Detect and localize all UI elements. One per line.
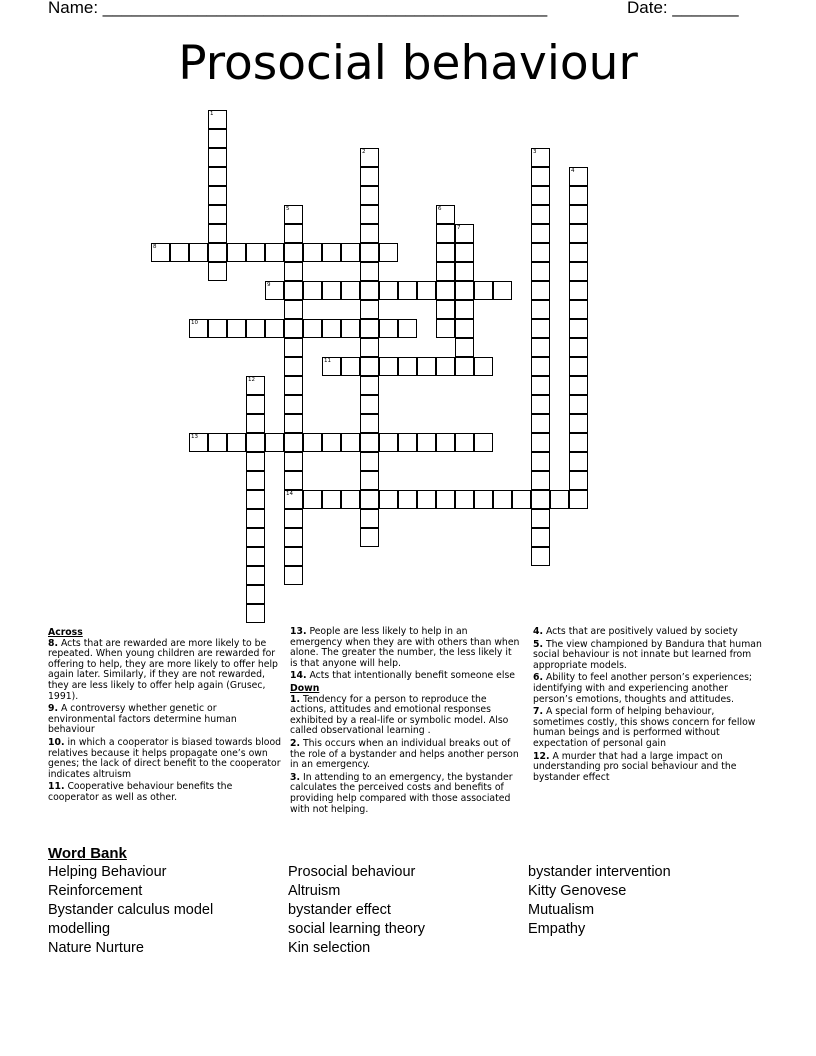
- crossword-cell[interactable]: [379, 357, 398, 376]
- crossword-cell[interactable]: [417, 357, 436, 376]
- crossword-cell[interactable]: [360, 148, 379, 167]
- crossword-cell[interactable]: [360, 452, 379, 471]
- crossword-cell[interactable]: [360, 205, 379, 224]
- word-bank-column-2: [288, 863, 425, 958]
- crossword-cell[interactable]: [341, 433, 360, 452]
- crossword-cell[interactable]: [284, 300, 303, 319]
- cell-number: 3: [533, 149, 537, 155]
- clues-column-2: [290, 627, 520, 817]
- crossword-cell[interactable]: [531, 490, 550, 509]
- crossword-cell[interactable]: [284, 224, 303, 243]
- clue-text: A special form of helping behaviour, sometimes costly, this shows concern for fellow human beings and is performed without expectation of personal gain: [533, 706, 756, 749]
- crossword-cell[interactable]: [322, 433, 341, 452]
- crossword-cell[interactable]: [398, 357, 417, 376]
- crossword-cell[interactable]: [208, 262, 227, 281]
- crossword-cell[interactable]: [531, 281, 550, 300]
- crossword-cell[interactable]: [303, 243, 322, 262]
- crossword-cell[interactable]: [246, 528, 265, 547]
- crossword-cell[interactable]: [360, 319, 379, 338]
- crossword-cell[interactable]: [531, 262, 550, 281]
- crossword-cell[interactable]: [436, 243, 455, 262]
- crossword-cell[interactable]: [398, 433, 417, 452]
- clue-item: [290, 739, 520, 771]
- crossword-cell[interactable]: [436, 357, 455, 376]
- cell-number: 9: [267, 282, 271, 288]
- crossword-cell[interactable]: [246, 452, 265, 471]
- clue-text: Acts that are positively valued by society: [543, 626, 738, 637]
- cell-number: 2: [362, 149, 366, 155]
- crossword-cell[interactable]: [569, 395, 588, 414]
- crossword-cell[interactable]: [360, 433, 379, 452]
- crossword-cell[interactable]: [550, 490, 569, 509]
- crossword-cell[interactable]: [531, 205, 550, 224]
- crossword-cell[interactable]: [531, 243, 550, 262]
- crossword-cell[interactable]: [227, 243, 246, 262]
- clue-text: A controversy whether genetic or environmental factors determine human behaviour: [48, 703, 237, 736]
- word-bank-item: Empathy: [528, 921, 586, 937]
- cell-number: 6: [438, 206, 442, 212]
- clue-number: 14.: [290, 670, 307, 682]
- crossword-cell[interactable]: [208, 433, 227, 452]
- crossword-cell[interactable]: [455, 433, 474, 452]
- crossword-cell[interactable]: [455, 490, 474, 509]
- crossword-cell[interactable]: [170, 243, 189, 262]
- crossword-cell[interactable]: [455, 281, 474, 300]
- word-bank-item: Nature Nurture: [48, 940, 144, 956]
- crossword-cell[interactable]: [341, 490, 360, 509]
- crossword-cell[interactable]: [189, 243, 208, 262]
- crossword-cell[interactable]: [474, 281, 493, 300]
- page-title: Prosocial behaviour: [178, 36, 638, 91]
- crossword-cell[interactable]: [531, 547, 550, 566]
- crossword-cell[interactable]: [341, 319, 360, 338]
- crossword-cell[interactable]: [284, 319, 303, 338]
- clue-item: [48, 738, 282, 780]
- crossword-cell[interactable]: [493, 490, 512, 509]
- crossword-cell[interactable]: [208, 224, 227, 243]
- clue-text: People are less likely to help in an emergency when they are with others than when alone. The greater the number, the less likely it is that anyone will help.: [290, 626, 520, 669]
- word-bank-title: Word Bank: [48, 845, 127, 862]
- clue-text: A murder that had a large impact on understanding pro social behaviour and the bystander effect: [533, 750, 737, 783]
- crossword-cell[interactable]: [284, 243, 303, 262]
- crossword-cell[interactable]: [531, 471, 550, 490]
- word-bank-item: bystander intervention: [528, 864, 671, 880]
- word-bank-item: Kitty Genovese: [528, 883, 627, 899]
- crossword-cell[interactable]: [208, 148, 227, 167]
- clue-number: 4.: [533, 626, 544, 637]
- crossword-cell[interactable]: [246, 395, 265, 414]
- crossword-cell[interactable]: [341, 243, 360, 262]
- crossword-cell[interactable]: [569, 471, 588, 490]
- clue-item: [48, 782, 282, 803]
- crossword-cell[interactable]: [379, 281, 398, 300]
- word-bank-item: social learning theory: [288, 921, 426, 937]
- crossword-cell[interactable]: [569, 338, 588, 357]
- crossword-cell[interactable]: [531, 338, 550, 357]
- clue-text: Cooperative behaviour benefits the cooperator as well as other.: [48, 781, 233, 803]
- word-bank-item: Altruism: [288, 883, 341, 899]
- crossword-cell[interactable]: [379, 490, 398, 509]
- crossword-cell[interactable]: [569, 262, 588, 281]
- crossword-cell[interactable]: [531, 319, 550, 338]
- crossword-cell[interactable]: [455, 319, 474, 338]
- crossword-cell[interactable]: [208, 167, 227, 186]
- crossword-cell[interactable]: [284, 357, 303, 376]
- crossword-cell[interactable]: [360, 395, 379, 414]
- crossword-cell[interactable]: [284, 376, 303, 395]
- crossword-cell[interactable]: [436, 262, 455, 281]
- crossword-cell[interactable]: [436, 205, 455, 224]
- crossword-cell[interactable]: [360, 243, 379, 262]
- cell-number: 11: [324, 358, 331, 364]
- cell-number: 12: [248, 377, 255, 383]
- crossword-cell[interactable]: [474, 490, 493, 509]
- crossword-cell[interactable]: [474, 433, 493, 452]
- clue-text: This occurs when an individual breaks out of the role of a bystander and helps another person in an emergency.: [290, 737, 519, 771]
- clue-item: [533, 752, 765, 784]
- crossword-cell[interactable]: [246, 509, 265, 528]
- crossword-cell[interactable]: [531, 376, 550, 395]
- crossword-cell[interactable]: [284, 490, 303, 509]
- clue-number: 12.: [533, 750, 550, 762]
- crossword-cell[interactable]: [284, 395, 303, 414]
- crossword-cell[interactable]: [360, 414, 379, 433]
- crossword-cell[interactable]: [246, 471, 265, 490]
- crossword-cell[interactable]: [303, 490, 322, 509]
- clue-number: 11.: [48, 781, 65, 793]
- crossword-cell[interactable]: [265, 433, 284, 452]
- crossword-cell[interactable]: [531, 433, 550, 452]
- crossword-cell[interactable]: [569, 452, 588, 471]
- crossword-cell[interactable]: [360, 509, 379, 528]
- crossword-cell[interactable]: [284, 433, 303, 452]
- crossword-cell[interactable]: [455, 224, 474, 243]
- word-bank-item: Prosocial behaviour: [288, 864, 416, 880]
- crossword-cell[interactable]: [569, 490, 588, 509]
- clue-item: [533, 640, 765, 672]
- clue-number: 9.: [48, 703, 59, 715]
- crossword-cell[interactable]: [284, 205, 303, 224]
- crossword-cell[interactable]: [531, 167, 550, 186]
- crossword-cell[interactable]: [436, 281, 455, 300]
- crossword-cell[interactable]: [417, 433, 436, 452]
- crossword-cell[interactable]: [303, 281, 322, 300]
- crossword-cell[interactable]: [531, 528, 550, 547]
- crossword-cell[interactable]: [569, 281, 588, 300]
- crossword-cell[interactable]: [531, 300, 550, 319]
- crossword-cell[interactable]: [208, 110, 227, 129]
- crossword-cell[interactable]: [531, 509, 550, 528]
- crossword-cell[interactable]: [379, 243, 398, 262]
- clue-item: [48, 704, 282, 736]
- crossword-cell[interactable]: [531, 148, 550, 167]
- crossword-cell[interactable]: [436, 433, 455, 452]
- clue-number: 6.: [533, 672, 544, 684]
- crossword-cell[interactable]: [303, 433, 322, 452]
- clue-text: Tendency for a person to reproduce the actions, attitudes and emotional responses exhibited by a real-life or symbolic model. Also called observational learning .: [290, 693, 509, 737]
- clue-number: 1.: [290, 693, 301, 705]
- crossword-cell[interactable]: [569, 300, 588, 319]
- crossword-cell[interactable]: [246, 319, 265, 338]
- crossword-cell[interactable]: [360, 262, 379, 281]
- crossword-cell[interactable]: [569, 205, 588, 224]
- word-bank-item: bystander effect: [288, 902, 391, 918]
- crossword-cell[interactable]: [284, 528, 303, 547]
- crossword-cell[interactable]: [531, 224, 550, 243]
- crossword-cell[interactable]: [493, 281, 512, 300]
- crossword-cell[interactable]: [360, 338, 379, 357]
- name-line[interactable]: Name: _______________________________________________: [48, 0, 548, 17]
- clues-column-3: [533, 627, 765, 785]
- crossword-cell[interactable]: [455, 262, 474, 281]
- crossword-cell[interactable]: [531, 395, 550, 414]
- crossword-cell[interactable]: [246, 490, 265, 509]
- word-bank-item: Mutualism: [528, 902, 595, 918]
- clue-text: Ability to feel another person’s experiences; identifying with and experiencing another person’s emotions, thoughts and attitudes.: [533, 672, 753, 705]
- crossword-cell[interactable]: [569, 357, 588, 376]
- clue-item: [48, 639, 282, 703]
- crossword-cell[interactable]: [436, 300, 455, 319]
- clue-list-col2-down: [290, 695, 520, 816]
- clue-number: 7.: [533, 706, 544, 718]
- crossword-cell[interactable]: [569, 224, 588, 243]
- crossword-cell[interactable]: [284, 547, 303, 566]
- clue-item: [290, 671, 520, 682]
- crossword-cell[interactable]: [455, 338, 474, 357]
- cell-number: 5: [286, 206, 290, 212]
- word-bank-item: Bystander calculus model: [48, 902, 214, 918]
- clue-item: [533, 707, 765, 749]
- crossword-cell[interactable]: [569, 319, 588, 338]
- crossword-cell[interactable]: [360, 376, 379, 395]
- crossword-cell[interactable]: [208, 186, 227, 205]
- crossword-cell[interactable]: [246, 414, 265, 433]
- word-bank-item: Helping Behaviour: [48, 864, 167, 880]
- crossword-cell[interactable]: [455, 357, 474, 376]
- clue-text: Acts that intentionally benefit someone else: [306, 670, 516, 682]
- crossword-cell[interactable]: [322, 281, 341, 300]
- crossword-cell[interactable]: [569, 167, 588, 186]
- crossword-cell[interactable]: [360, 167, 379, 186]
- crossword-cell[interactable]: [284, 262, 303, 281]
- crossword-cell[interactable]: [265, 281, 284, 300]
- clue-item: [290, 627, 520, 669]
- crossword-cell[interactable]: [189, 319, 208, 338]
- word-bank-item: Kin selection: [288, 940, 371, 956]
- crossword-cell[interactable]: [531, 186, 550, 205]
- crossword-cell[interactable]: [360, 490, 379, 509]
- crossword-cell[interactable]: [246, 433, 265, 452]
- crossword-cell[interactable]: [398, 490, 417, 509]
- cell-number: 14: [286, 491, 293, 497]
- crossword-cell[interactable]: [284, 566, 303, 585]
- clues-column-1: [48, 627, 282, 806]
- word-bank-column-3: [528, 863, 671, 939]
- crossword-cell[interactable]: [208, 205, 227, 224]
- clue-number: 13.: [290, 626, 307, 637]
- crossword-cell[interactable]: [379, 319, 398, 338]
- crossword-cell[interactable]: [569, 186, 588, 205]
- crossword-cell[interactable]: [379, 433, 398, 452]
- cell-number: 10: [191, 320, 198, 326]
- clue-list-col1: [48, 639, 282, 804]
- date-line[interactable]: Date: _______: [627, 0, 739, 17]
- clue-item: [533, 673, 765, 705]
- clue-text: The view championed by Bandura that human social behaviour is not innate but learned from appropriate models.: [533, 638, 762, 671]
- crossword-cell[interactable]: [265, 319, 284, 338]
- crossword-cell[interactable]: [284, 281, 303, 300]
- crossword-cell[interactable]: [284, 471, 303, 490]
- crossword-cell[interactable]: [455, 243, 474, 262]
- crossword-cell[interactable]: [322, 243, 341, 262]
- crossword-cell[interactable]: [436, 319, 455, 338]
- clue-text: in which a cooperator is biased towards blood relatives because it helps propagate one’s own genes; the lack of direct benefit to the cooperator indicates altruism: [48, 736, 282, 780]
- crossword-cell[interactable]: [265, 243, 284, 262]
- crossword-cell[interactable]: [531, 414, 550, 433]
- word-bank-item: modelling: [48, 921, 111, 937]
- crossword-cell[interactable]: [417, 281, 436, 300]
- crossword-cell[interactable]: [360, 186, 379, 205]
- crossword-cell[interactable]: [246, 547, 265, 566]
- crossword-cell[interactable]: [303, 319, 322, 338]
- clue-item: [290, 773, 520, 815]
- crossword-cell[interactable]: [455, 300, 474, 319]
- cell-number: 7: [457, 225, 461, 231]
- crossword-cell[interactable]: [322, 357, 341, 376]
- clue-item: [533, 627, 765, 638]
- clue-number: 10.: [48, 736, 65, 748]
- crossword-cell[interactable]: [360, 528, 379, 547]
- crossword-cell[interactable]: [341, 357, 360, 376]
- crossword-cell[interactable]: [531, 452, 550, 471]
- crossword-cell[interactable]: [341, 281, 360, 300]
- cell-number: 1: [210, 111, 214, 117]
- clue-number: 2.: [290, 737, 301, 749]
- across-heading: Across: [48, 627, 83, 638]
- crossword-cell[interactable]: [360, 300, 379, 319]
- crossword-cell[interactable]: [531, 357, 550, 376]
- crossword-cell[interactable]: [360, 281, 379, 300]
- crossword-cell[interactable]: [322, 319, 341, 338]
- clue-list-col2-across: [290, 627, 520, 682]
- crossword-cell[interactable]: [569, 243, 588, 262]
- down-heading: Down: [290, 682, 320, 694]
- crossword-cell[interactable]: [246, 604, 265, 623]
- crossword-cell[interactable]: [246, 376, 265, 395]
- crossword-cell[interactable]: [436, 224, 455, 243]
- crossword-cell[interactable]: [398, 319, 417, 338]
- crossword-cell[interactable]: [436, 490, 455, 509]
- clue-number: 3.: [290, 771, 301, 783]
- crossword-cell[interactable]: [208, 129, 227, 148]
- clue-text: In attending to an emergency, the bystander calculates the perceived costs and benefits of providing help compared with those associated with not helping.: [290, 771, 513, 815]
- crossword-cell[interactable]: [569, 376, 588, 395]
- clue-list-col3: [533, 627, 765, 783]
- crossword-cell[interactable]: [246, 566, 265, 585]
- crossword-cell[interactable]: [208, 319, 227, 338]
- crossword-cell[interactable]: [512, 490, 531, 509]
- cell-number: 13: [191, 434, 198, 440]
- crossword-cell[interactable]: [151, 243, 170, 262]
- crossword-cell[interactable]: [246, 585, 265, 604]
- crossword-cell[interactable]: [569, 433, 588, 452]
- crossword-cell[interactable]: [284, 414, 303, 433]
- clue-number: 8.: [48, 637, 59, 649]
- crossword-cell[interactable]: [360, 224, 379, 243]
- crossword-cell[interactable]: [227, 433, 246, 452]
- crossword-cell[interactable]: [246, 243, 265, 262]
- crossword-cell[interactable]: [284, 452, 303, 471]
- crossword-cell[interactable]: [417, 490, 436, 509]
- crossword-cell[interactable]: [360, 471, 379, 490]
- crossword-cell[interactable]: [208, 243, 227, 262]
- crossword-cell[interactable]: [398, 281, 417, 300]
- crossword-cell[interactable]: [189, 433, 208, 452]
- word-bank-item: Reinforcement: [48, 883, 143, 899]
- crossword-cell[interactable]: [569, 414, 588, 433]
- crossword-cell[interactable]: [360, 357, 379, 376]
- clue-number: 5.: [533, 638, 544, 650]
- word-bank-column-1: [48, 863, 213, 958]
- crossword-cell[interactable]: [474, 357, 493, 376]
- crossword-cell[interactable]: [322, 490, 341, 509]
- crossword-cell[interactable]: [284, 509, 303, 528]
- cell-number: 8: [153, 244, 157, 250]
- crossword-cell[interactable]: [227, 319, 246, 338]
- cell-number: 4: [571, 168, 575, 174]
- clue-item: [290, 695, 520, 737]
- crossword-cell[interactable]: [284, 338, 303, 357]
- clue-text: Acts that are rewarded are more likely to be repeated. When young children are rewarded for offering to help, they are more likely to offer help again later. Similarly, if they are not rewarded, they are less likely to offer help again (Grusec, 1991).: [48, 637, 278, 702]
